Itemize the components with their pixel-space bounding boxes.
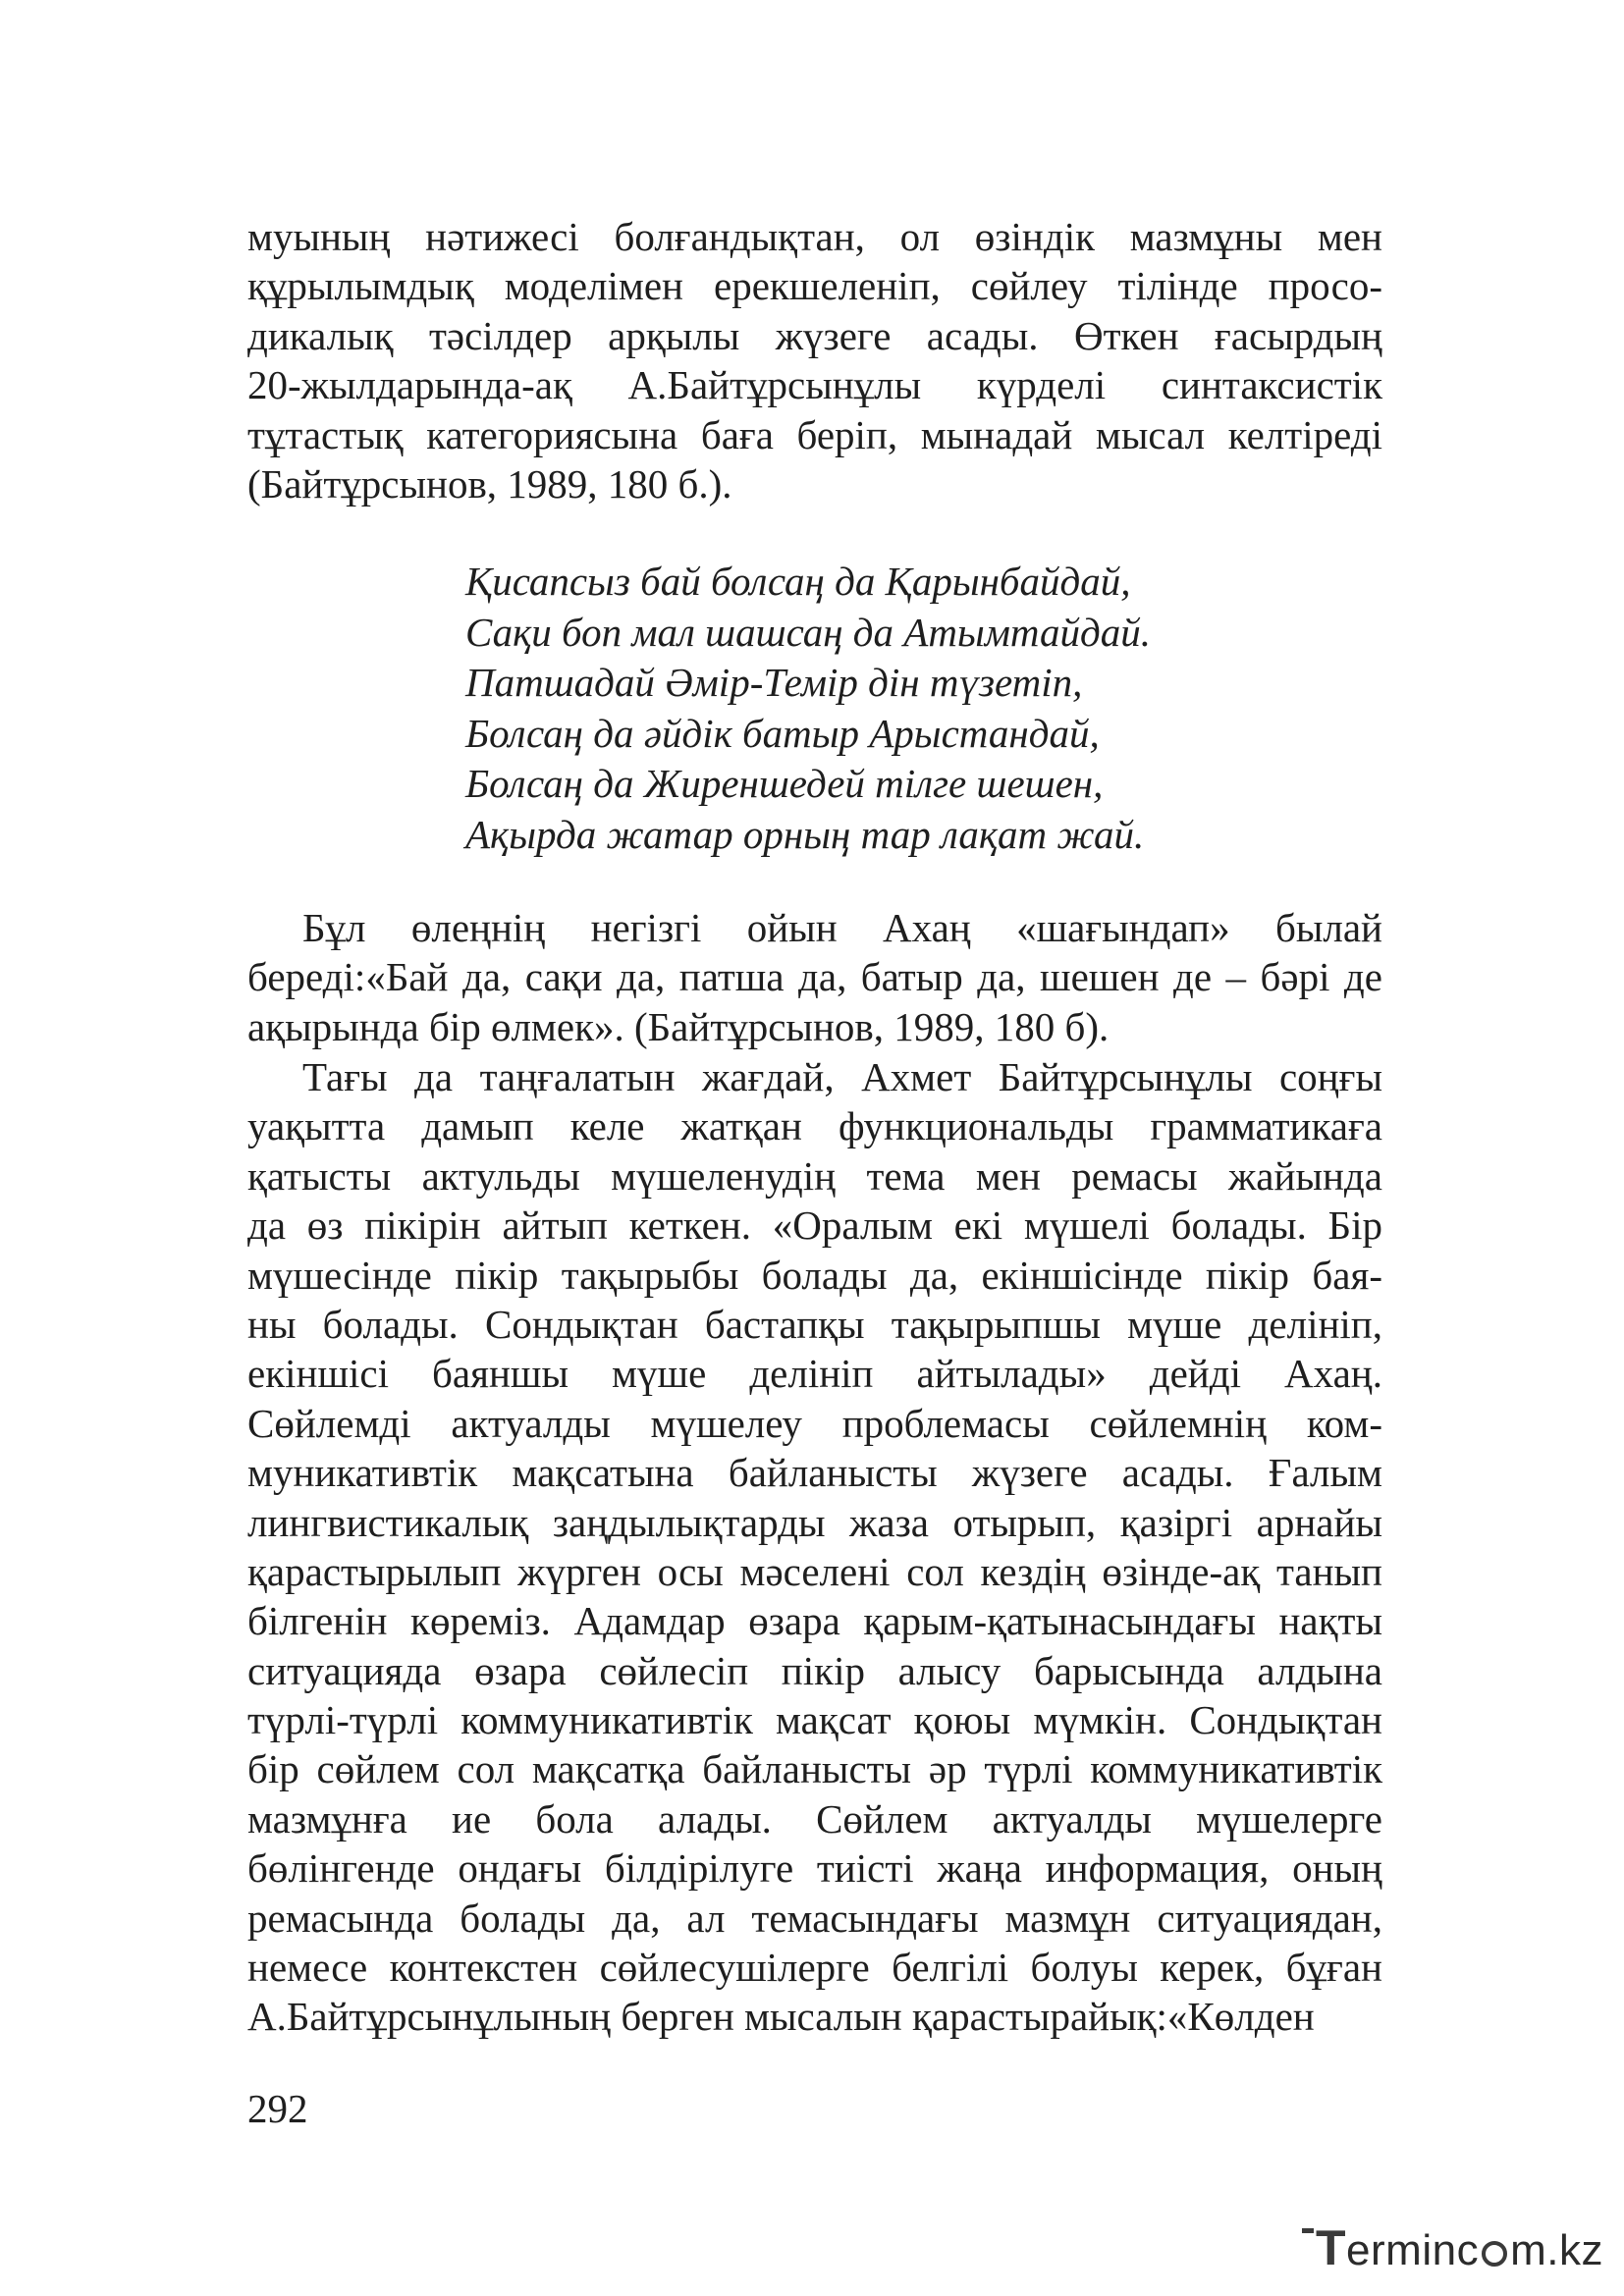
watermark-text-3: m.kz	[1510, 2226, 1603, 2274]
page-number: 292	[247, 2086, 308, 2131]
paragraph-2-line: Бұл өлеңнің негізгі ойын Ахаң «шағындап» былай	[302, 905, 1382, 950]
watermark-logo	[1316, 2222, 1603, 2273]
paragraph-3-line: ситуацияда өзара сөйлесіп пікір алысу барысында алдына	[247, 1647, 1382, 1693]
paragraph-3-line: уақытта дамып келе жатқан функциональды грамматикаға	[247, 1103, 1382, 1149]
logo-t-letter: T	[1316, 2220, 1347, 2275]
paragraph-3-line: лингвистикалық заңдылықтарды жаза отырып, қазіргі арнайы	[247, 1499, 1382, 1545]
paragraph-2-line: береді:«Бай да, сақи да, патша да, батыр да, шешен де – бәрі де	[247, 954, 1382, 1000]
paragraph-3-line: бөлінгенде ондағы білдірілуге тиісті жаңа информация, оның	[247, 1845, 1382, 1892]
poem-line: Патшадай Әмір-Темір дін түзетіп,	[465, 660, 1083, 706]
paragraph-3-line: білгенін көреміз. Адамдар өзара қарым-қатынасындағы нақты	[247, 1598, 1382, 1644]
paragraph-3-line: немесе контекстен сөйлесушілерге белгілі болуы керек, бұған	[247, 1945, 1382, 1991]
paragraph-3-line: мазмұнға ие бола алады. Сөйлем актуалды мүшелерге	[247, 1795, 1382, 1842]
paragraph-1-line: 20-жылдарында-ақ А.Байтұрсынұлы күрделі синтаксистік	[247, 362, 1382, 408]
watermark-text-2: c	[1456, 2226, 1480, 2274]
paragraph-3-line: қатысты актульды мүшеленудің тема мен ремасы жайында	[247, 1152, 1382, 1199]
poem-quote	[465, 557, 1151, 861]
paragraph-1-line: муының нәтижесі болғандықтан, ол өзіндік мазмұны мен	[247, 214, 1382, 259]
paragraph-3-line: Сөйлемді актуалды мүшелеу проблемасы сөйлемнің ком-	[247, 1400, 1382, 1446]
paragraph-2-line: ақырында бір өлмек». (Байтұрсынов, 1989, 180 б).	[247, 1003, 1110, 1049]
paragraph-1-line: тұтастық категориясына баға беріп, мынадай мысал келтіреді	[247, 411, 1382, 457]
paragraph-1-line: дикалық тәсілдер арқылы жүзеге асады. Өткен ғасырдың	[247, 312, 1382, 358]
paragraph-3-line: ны болады. Сондықтан бастапқы тақырыпшы мүше делініп,	[247, 1301, 1382, 1347]
logo-ring-icon	[1482, 2241, 1507, 2267]
paragraph-3-line: түрлі-түрлі коммуникативтік мақсат қоюы мүмкін. Сондықтан	[247, 1697, 1382, 1743]
paragraph-3-line: қарастырылып жүрген осы мәселені сол кездің өзінде-ақ танып	[247, 1548, 1382, 1594]
paragraph-3-line: мүшесінде пікір тақырыбы болады да, екіншісінде пікір бая-	[247, 1252, 1382, 1298]
paragraph-3-line: екіншісі баяншы мүше делініп айтылады» дейді Ахаң.	[247, 1351, 1382, 1397]
paragraph-3-line: А.Байтұрсынұлының берген мысалын қарастырайық:«Көлден	[247, 1994, 1315, 2040]
poem-line: Болсаң да әйдік батыр Арыстандай,	[465, 710, 1100, 756]
paragraph-2	[247, 903, 1382, 1051]
poem-line: Ақырда жатар орның тар лақат жай.	[465, 811, 1145, 857]
paragraph-1	[247, 212, 1382, 508]
watermark-text-1: ermin	[1346, 2226, 1457, 2274]
poem-line: Қисапсыз бай болсаң да Қарынбайдай,	[465, 559, 1131, 604]
paragraph-3-line: Тағы да таңғалатын жағдай, Ахмет Байтұрсынұлы соңғы	[302, 1054, 1382, 1099]
paragraph-3-line: да өз пікірін айтып кеткен. «Оралым екі мүшелі болады. Бір	[247, 1202, 1382, 1249]
paragraph-3-line: бір сөйлем сол мақсатқа байланысты әр түрлі коммуникативтік	[247, 1746, 1382, 1792]
poem-line: Болсаң да Жиреншедей тілге шешен,	[465, 761, 1104, 807]
paragraph-3-line: муникативтік мақсатына байланысты жүзеге асады. Ғалым	[247, 1450, 1382, 1496]
paragraph-1-line: құрылымдық моделімен ерекшеленіп, сөйлеу тілінде просо-	[247, 263, 1382, 309]
poem-line: Сақи боп мал шашсаң да Атымтайдай.	[465, 609, 1151, 655]
paragraph-1-line: (Байтұрсынов, 1989, 180 б.).	[247, 460, 732, 507]
paragraph-3	[247, 1052, 1382, 2042]
paragraph-3-line: ремасында болады да, ал темасындағы мазмұн ситуациядан,	[247, 1895, 1382, 1941]
